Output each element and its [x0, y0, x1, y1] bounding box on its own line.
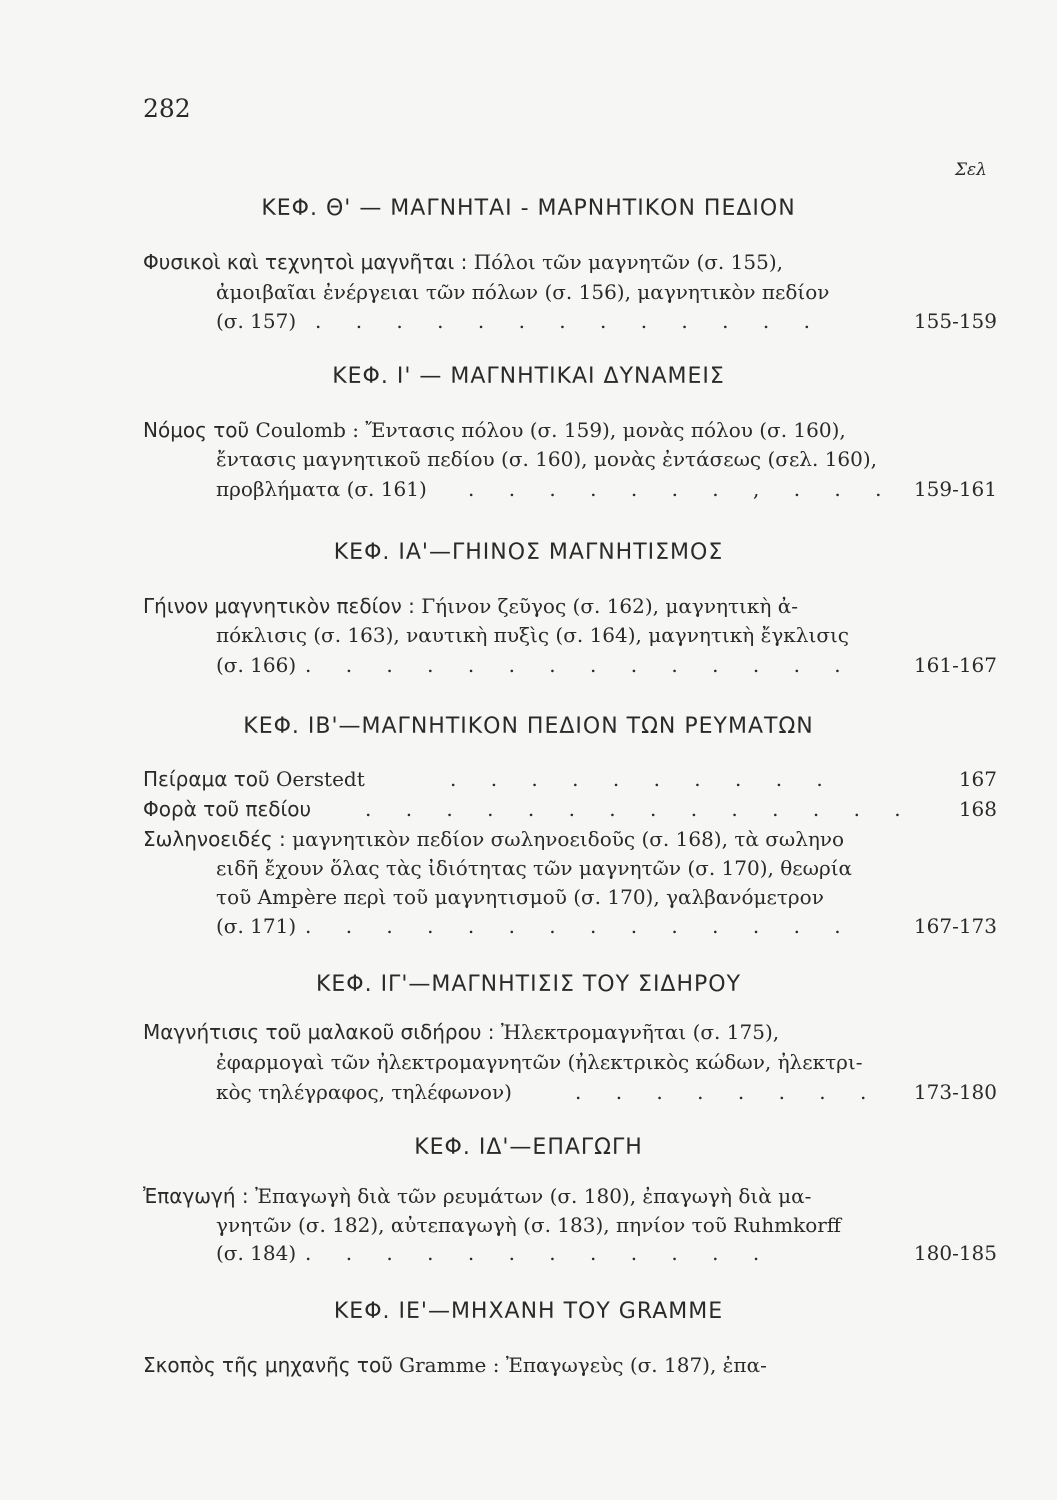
entry-line	[143, 827, 844, 851]
entry-text: Coulomb : Ἔντασις πόλου (σ. 159), μονὰς πόλου (σ. 160),	[255, 418, 846, 442]
chapter-heading: ΚΕΦ. Ι' — ΜΑΓΝΗΤΙΚΑΙ ΔΥΝΑΜΕΙΣ	[332, 364, 725, 389]
entry-text: Πόλοι τῶν μαγνητῶν (σ. 155),	[473, 250, 783, 274]
entry-line	[143, 797, 311, 821]
dot-leader: . . . . . . . .	[575, 1080, 881, 1104]
page-range: 167	[958, 767, 997, 791]
dot-leader: . . . . . . . . . . . .	[305, 1241, 774, 1265]
entry-term: Μαγνήτισις τοῦ μαλακοῦ σιδήρου :	[143, 1020, 495, 1044]
entry-line	[143, 1353, 767, 1377]
entry-line: (σ. 184)	[216, 1241, 297, 1265]
entry-term: Γήινον μαγνητικὸν πεδίον :	[143, 594, 415, 618]
page-range: 159-161	[913, 477, 997, 501]
column-label: Σελ	[955, 160, 987, 180]
entry-line	[143, 418, 846, 442]
entry-line: (σ. 171)	[216, 914, 297, 938]
dot-leader: . . . . . . . . . . . . .	[315, 309, 824, 333]
entry-line	[143, 1020, 779, 1044]
page-range: 155-159	[913, 309, 997, 333]
entry-text: Ἐπαγωγὴ διὰ τῶν ρευμάτων (σ. 180), ἐπαγωγὴ διὰ μα-	[255, 1184, 812, 1208]
entry-line: (σ. 157)	[216, 309, 297, 333]
chapter-heading: ΚΕΦ. ΙΔ'—ΕΠΑΓΩΓΗ	[414, 1135, 643, 1160]
entry-line: ἀμοιβαῖαι ἐνέργειαι τῶν πόλων (σ. 156), μαγνητικὸν πεδίον	[216, 280, 830, 304]
entry-line: τοῦ Ampère περὶ τοῦ μαγνητισμοῦ (σ. 170), γαλβανόμετρον	[216, 885, 824, 909]
page-range: 173-180	[913, 1080, 997, 1104]
entry-term: Σωληνοειδές :	[143, 827, 286, 851]
entry-term: Ἐπαγωγή :	[143, 1184, 249, 1208]
page-range: 161-167	[913, 653, 997, 677]
entry-line: ἐφαρμογαὶ τῶν ἠλεκτρομαγνητῶν (ἠλεκτρικὸς κώδων, ἠλεκτρι-	[216, 1050, 863, 1074]
entry-line	[143, 1184, 811, 1208]
entry-text: Ἠλεκτρομαγνῆται (σ. 175),	[500, 1020, 780, 1044]
entry-text: Oerstedt	[275, 767, 365, 791]
page-range: 168	[958, 797, 997, 821]
dot-leader: . . . . . . . . . . . . . .	[305, 914, 855, 938]
entry-line: ειδῆ ἔχουν ὅλας τὰς ἰδιότητας τῶν μαγνητῶν (σ. 170), θεωρία	[216, 856, 853, 880]
entry-term: Φυσικοὶ καὶ τεχνητοὶ μαγνῆται :	[143, 250, 468, 274]
entry-line: προβλήματα (σ. 161)	[216, 477, 427, 501]
chapter-heading: ΚΕΦ. ΙΒ'—ΜΑΓΝΗΤΙΚΟΝ ΠΕΔΙΟΝ ΤΩΝ ΡΕΥΜΑΤΩΝ	[243, 714, 814, 739]
entry-line	[143, 594, 798, 618]
entry-line: πόκλισις (σ. 163), ναυτικὴ πυξὶς (σ. 164), μαγνητικὴ ἔγκλισις	[216, 623, 850, 647]
entry-text: Γήινον ζεῦγος (σ. 162), μαγνητικὴ ἀ-	[421, 594, 798, 618]
chapter-heading: ΚΕΦ. ΙΓ'—ΜΑΓΝΗΤΙΣΙΣ ΤΟΥ ΣΙΔΗΡΟΥ	[315, 972, 742, 997]
chapter-heading: ΚΕΦ. ΙΑ'—ΓΗΙΝΟΣ ΜΑΓΝΗΤΙΣΜΟΣ	[333, 540, 724, 565]
entry-line	[143, 250, 783, 274]
chapter-heading: ΚΕΦ. ΙΕ'—ΜΗΧΑΝΗ ΤΟΥ GRAMME	[333, 1299, 724, 1324]
dot-leader: . . . . . . . . . . . . . .	[365, 797, 915, 821]
entry-term: Πείραμα τοῦ	[143, 767, 270, 791]
entry-text: Gramme : Ἐπαγωγεὺς (σ. 187), ἐπα-	[399, 1353, 767, 1377]
entry-text: μαγνητικὸν πεδίον σωληνοειδοῦς (σ. 168), τὰ σωληνο	[292, 827, 845, 851]
entry-line: γνητῶν (σ. 182), αὐτεπαγωγὴ (σ. 183), πηνίον τοῦ Ruhmkorff	[216, 1213, 842, 1237]
page-range: 167-173	[913, 914, 997, 938]
dot-leader: . . . . . . . . . . . . . .	[305, 653, 855, 677]
entry-term: Νόμος τοῦ	[143, 418, 250, 442]
chapter-heading: ΚΕΦ. Θ' — ΜΑΓΝΗΤΑΙ - ΜΑΡΝΗΤΙΚΟΝ ΠΕΔΙΟΝ	[261, 196, 796, 221]
entry-line: (σ. 166)	[216, 653, 297, 677]
entry-line: ἔντασις μαγνητικοῦ πεδίου (σ. 160), μονὰς ἐντάσεως (σελ. 160),	[216, 447, 878, 471]
page-range: 180-185	[913, 1241, 997, 1265]
entry-line: κὸς τηλέγραφος, τηλέφωνον)	[216, 1080, 512, 1104]
page-number: 282	[143, 94, 191, 123]
dot-leader: . . . . . . . . . .	[450, 767, 837, 791]
entry-term: Σκοπὸς τῆς μηχανῆς τοῦ	[143, 1353, 393, 1377]
entry-line	[143, 767, 365, 791]
entry-term: Φορὰ τοῦ πεδίου	[143, 797, 312, 821]
dot-leader: . . . . . . . , . . .	[468, 477, 896, 501]
